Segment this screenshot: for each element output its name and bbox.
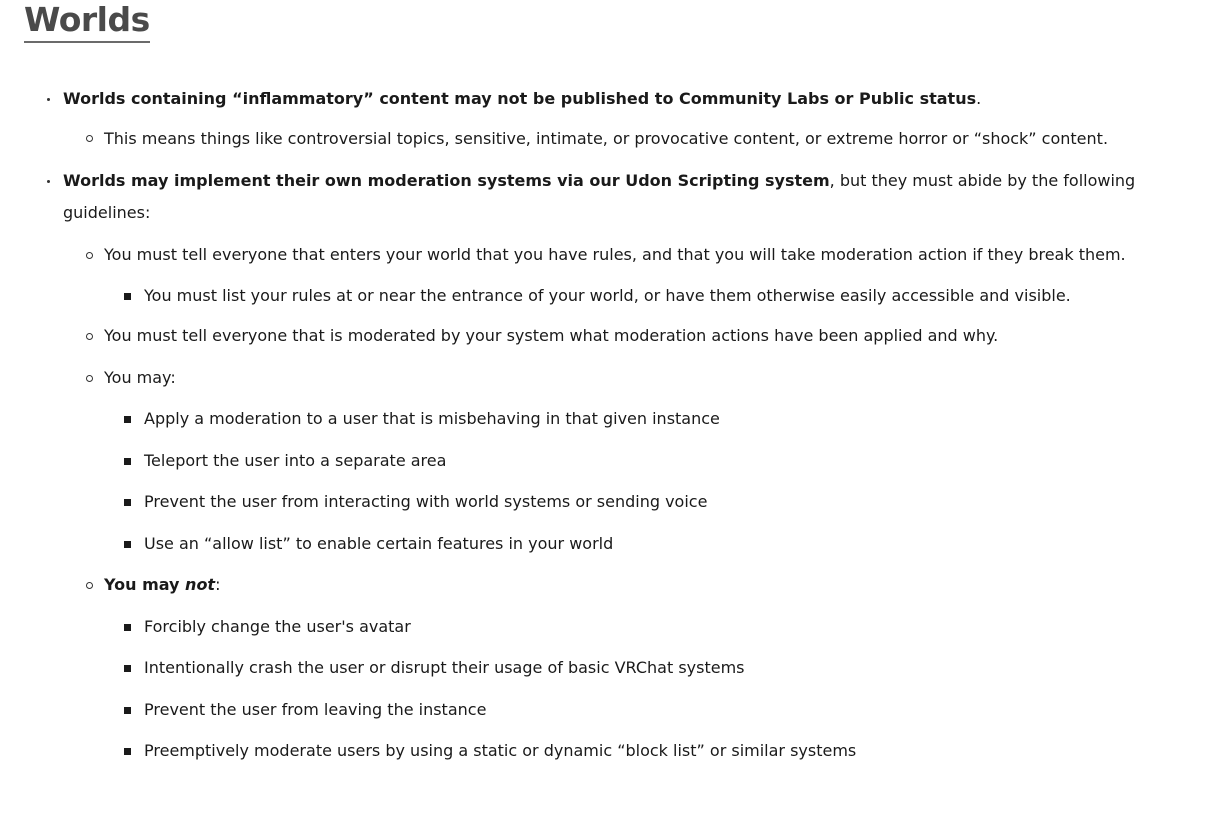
list-subsubitem: Prevent the user from interacting with world systems or sending voice — [144, 492, 708, 511]
bullet-square — [124, 665, 131, 672]
list-subsubitem: Forcibly change the user's avatar — [144, 617, 411, 636]
bold-text: You may — [104, 575, 186, 594]
list-item-inflammatory — [63, 89, 981, 109]
bullet-square — [124, 458, 131, 465]
list-subsubitem: Intentionally crash the user or disrupt their usage of basic VRChat systems — [144, 658, 745, 677]
list-subsubitem: Preemptively moderate users by using a static or dynamic “block list” or similar systems — [144, 741, 857, 760]
list-subitem: You must tell everyone that is moderated by your system what moderation actions have been applied and why. — [104, 326, 999, 345]
bullet-square — [124, 499, 131, 506]
list-item-moderation-systems — [63, 171, 1135, 191]
bullet-dot — [47, 180, 50, 183]
bullet-circle — [86, 375, 93, 382]
bullet-square — [124, 416, 131, 423]
list-subsubitem: Use an “allow list” to enable certain features in your world — [144, 534, 614, 553]
bullet-square — [124, 293, 131, 300]
list-subitem-may-not — [104, 575, 220, 595]
item-bold-text: Worlds may implement their own moderation systems via our Udon Scripting system — [63, 171, 830, 190]
italic-bold-text: not — [185, 575, 216, 594]
bullet-square — [124, 541, 131, 548]
list-subitem: This means things like controversial topics, sensitive, intimate, or provocative content, or extreme horror or “shock” content. — [104, 129, 1109, 148]
bullet-circle — [86, 582, 93, 589]
list-subsubitem: Apply a moderation to a user that is misbehaving in that given instance — [144, 409, 720, 428]
list-subitem: You may: — [104, 368, 176, 387]
item-bold-text: Worlds containing “inflammatory” content may not be published to Community Labs or Public status — [63, 89, 977, 108]
bullet-square — [124, 624, 131, 631]
bullet-circle — [86, 252, 93, 259]
list-item-continuation: guidelines: — [63, 203, 151, 222]
section-heading: Worlds — [24, 0, 150, 43]
list-subsubitem: You must list your rules at or near the entrance of your world, or have them otherwise easily accessible and visible. — [144, 286, 1071, 305]
bullet-circle — [86, 333, 93, 340]
list-subsubitem: Teleport the user into a separate area — [144, 451, 447, 470]
item-text: , but they must abide by the following — [829, 171, 1136, 190]
bullet-square — [124, 748, 131, 755]
bullet-dot — [47, 98, 50, 101]
list-subsubitem: Prevent the user from leaving the instance — [144, 700, 487, 719]
colon-text: : — [215, 575, 221, 594]
list-subitem: You must tell everyone that enters your world that you have rules, and that you will take moderation action if they break them. — [104, 245, 1126, 264]
bullet-circle — [86, 135, 93, 142]
item-text: . — [976, 89, 982, 108]
bullet-square — [124, 707, 131, 714]
